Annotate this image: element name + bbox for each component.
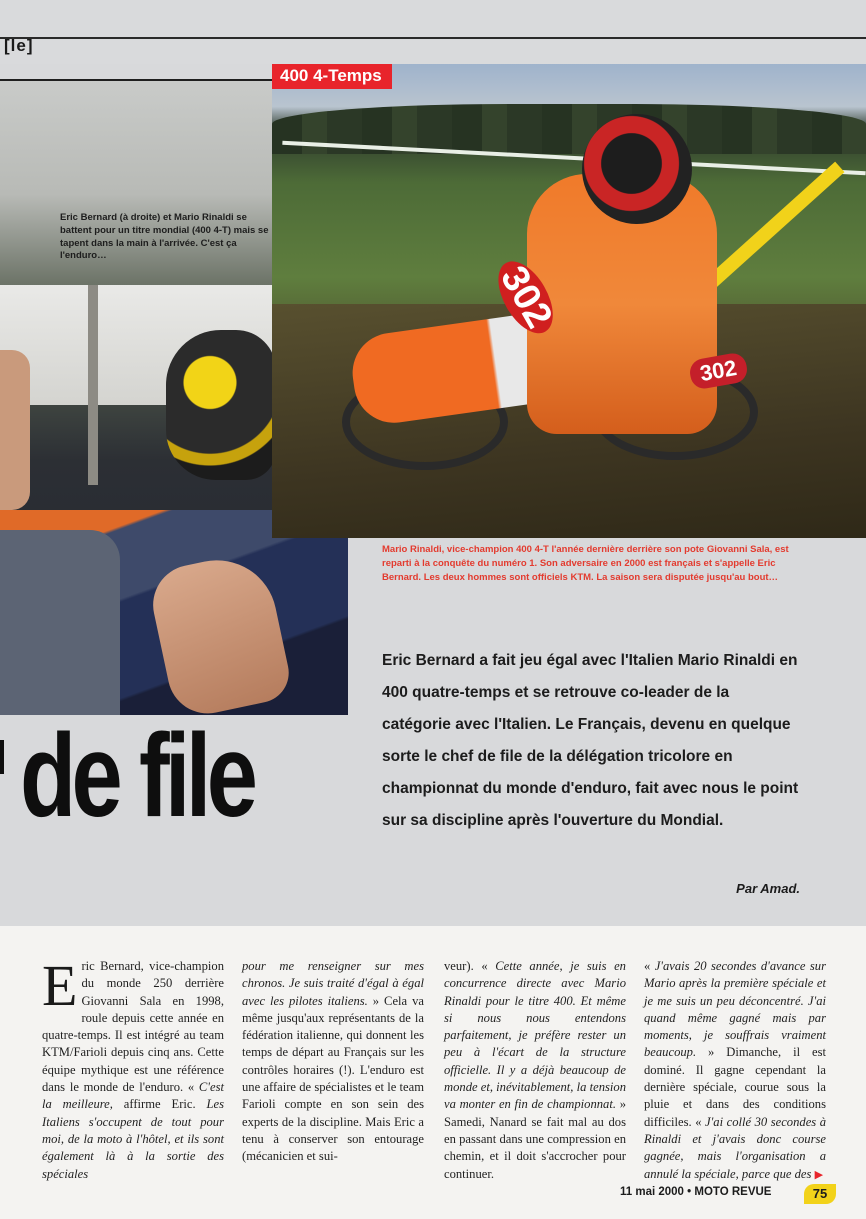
body-text: affirme Eric.	[112, 1097, 207, 1112]
continue-arrow-icon: ▶	[814, 1168, 824, 1181]
body-column-3	[444, 958, 626, 1183]
front-number-plate: 302	[487, 252, 564, 342]
drop-cap: E	[42, 953, 78, 1018]
body-text: «	[644, 959, 655, 973]
body-text: ric Bernard, vice-champion du monde 250 derrière Giovanni Sala en 1998, roule depuis cette année en quatre-temps. Il est intégré au team KTM/Farioli depuis cinq ans. Cette équipe mythique est une référence dans le monde de l'enduro. «	[42, 959, 224, 1095]
issue-footer: 11 mai 2000 • MOTO REVUE	[620, 1186, 772, 1198]
left-photo-caption: Eric Bernard (à droite) et Mario Rinaldi se battent pour un titre mondial (400 4-T) mais se tapent dans la main à l'arrivée. C'est ça l'enduro…	[60, 212, 269, 262]
category-tag: 400 4-Temps	[272, 64, 392, 89]
body-quote: Les Italiens s'occupent de tout pour moi, de la moto à l'hôtel, et ils sont également là à la sortie des spéciales	[42, 1097, 224, 1181]
headline: de file	[20, 710, 254, 842]
byline: Par Amad.	[736, 881, 800, 896]
top-header-band	[0, 0, 866, 64]
photo-collar	[0, 530, 120, 715]
body-quote: Cette année, je suis en concurrence directe avec Mario Rinaldi pour le titre 400. Et même si nous nous entendons parfaitement, je préfère rester un peu à l'écart de la structure officielle. Il y a déjà beaucoup de monde et, inévitablement, la tension va monter en fin de championnat.	[444, 959, 626, 1112]
body-quote: J'ai collé 30 secondes à Rinaldi et j'avais donc course gagnée, mais l'organisation a annulé la spéciale, parce que des	[644, 1114, 826, 1181]
body-text: » Samedi, Nanard se fait mal au dos en passant dans une compression en chemin, et il doit s'accrocher pour continuer.	[444, 1097, 626, 1181]
headline-fragment-mark	[0, 740, 4, 774]
header-rule	[0, 37, 866, 39]
body-quote: pour me renseigner sur mes chronos. Je suis traité d'égal à égal avec les pilotes italiens.	[242, 959, 424, 1008]
body-quote: C'est la meilleure,	[42, 1080, 224, 1112]
body-column-1	[42, 953, 224, 1183]
photo-face	[0, 350, 30, 510]
side-number-plate: 302	[688, 351, 749, 390]
article-lead: Eric Bernard a fait jeu égal avec l'Italien Mario Rinaldi en 400 quatre-temps et se retrouve co-leader de la catégorie avec l'Italien. Le Français, devenu en quelque sorte le chef de file de la délégation tricolore en championnat du monde d'enduro, fait avec nous le point sur sa discipline après l'ouverture du Mondial.	[382, 652, 799, 829]
body-text: » Cela va même jusqu'aux représentants de la fédération italienne, qui donnent les temps de départ au Français sur les contrôles horaires (!). L'enduro est une affaire de spécialistes et le team Farioli compte en son sein des experts de la discipline. Mais Eric a tenu à conserver son entourage (mécanicien et sui-	[242, 993, 424, 1164]
page-number: 75	[804, 1184, 836, 1204]
photo-rider-helmet	[582, 114, 692, 224]
left-photo-rule	[0, 79, 272, 81]
body-quote: J'avais 20 secondes d'avance sur Mario après la première spéciale et je me suis un peu déconcentré. J'ai quand même gagné mais par moments, je souffrais vraiment beaucoup.	[644, 959, 826, 1060]
body-column-2	[242, 958, 424, 1166]
body-text: » Dimanche, il est dominé. Il gagne cependant la dernière spéciale, courue sous la pluie et dans des conditions difficiles. «	[644, 1045, 826, 1129]
body-column-4	[644, 958, 826, 1184]
body-text: veur). «	[444, 959, 496, 973]
main-photo-caption: Mario Rinaldi, vice-champion 400 4-T l'année dernière derrière son pote Giovanni Sala, est reparti à la conquête du numéro 1. Son adversaire en 2000 est français et s'appelle Eric Bernard. Les deux hommes sont officiels KTM. La saison sera disputée jusqu'au bout…	[382, 544, 789, 583]
photo-post	[88, 285, 98, 485]
section-tag: [le]	[4, 36, 34, 55]
photo-helmet	[166, 330, 276, 480]
main-photo	[272, 64, 866, 538]
